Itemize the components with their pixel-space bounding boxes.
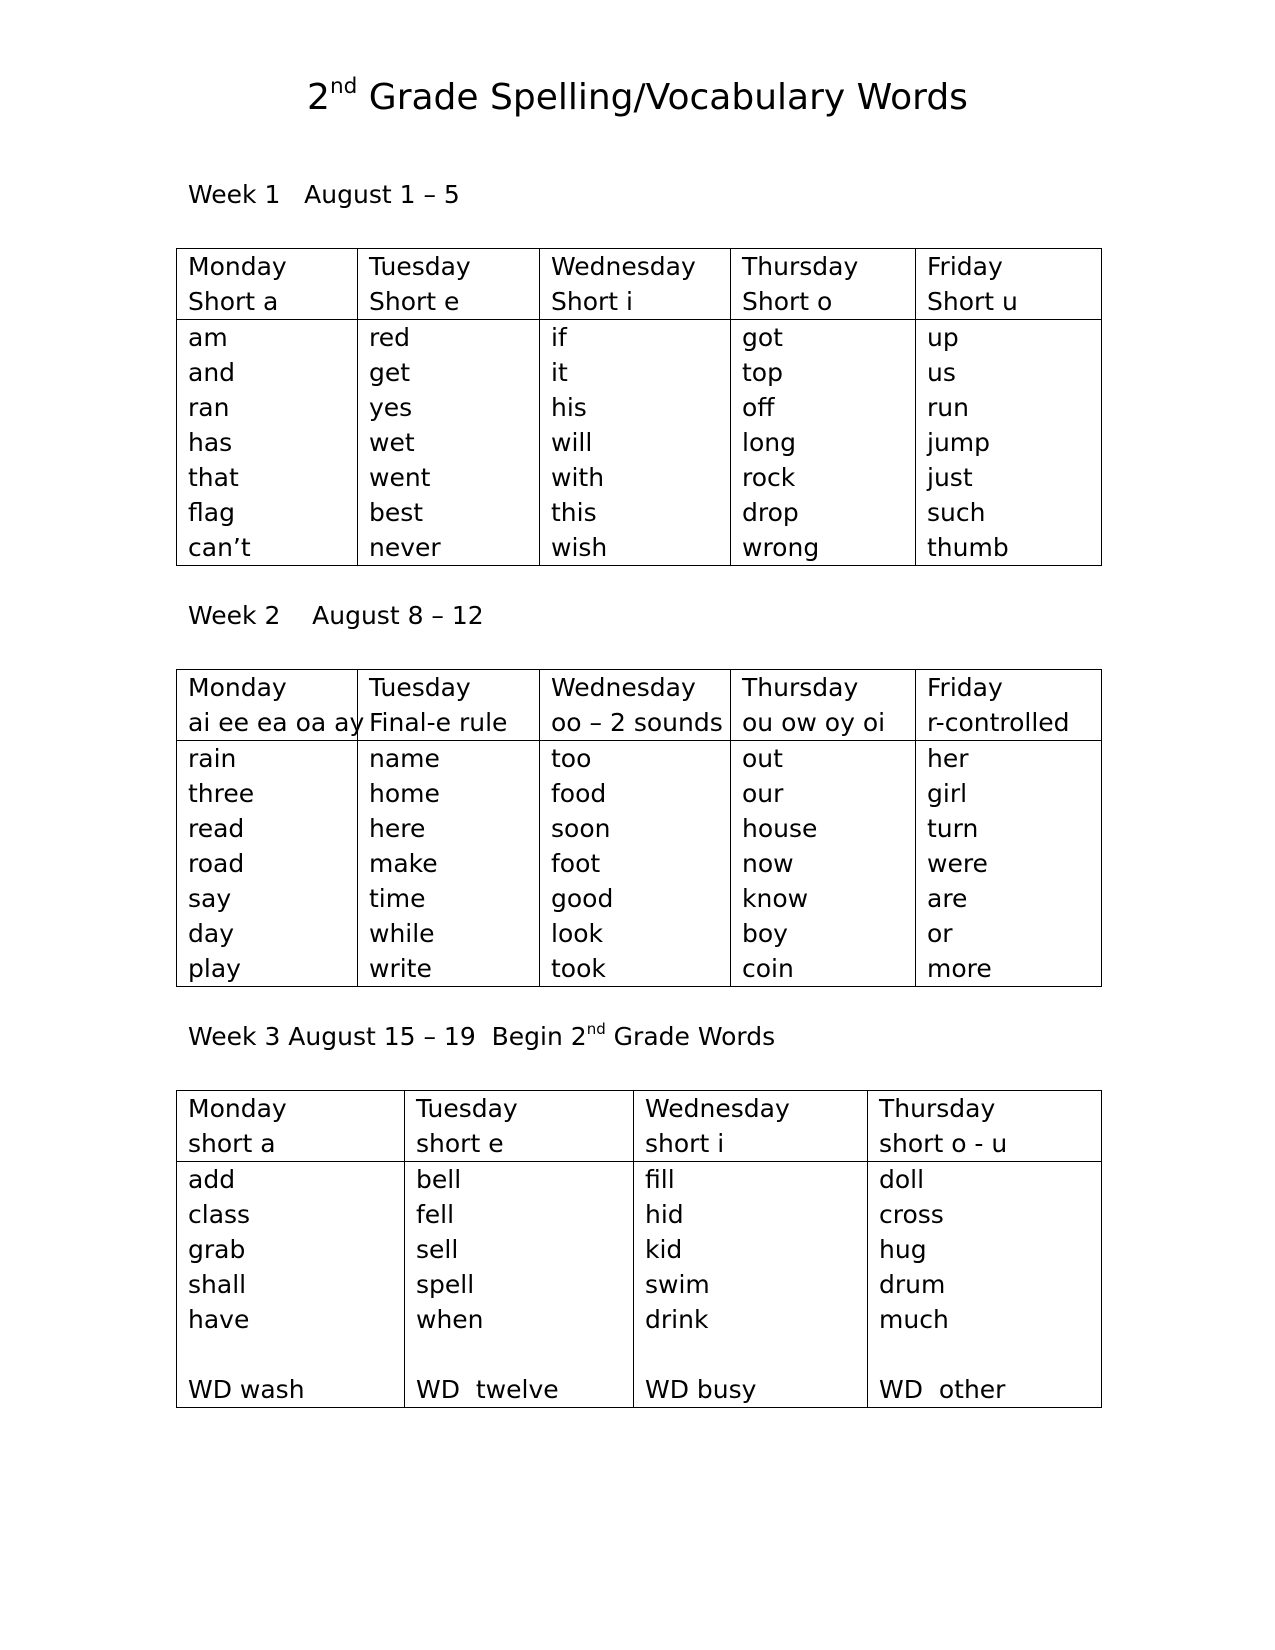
word-list-item: much	[879, 1305, 949, 1334]
word-list-item: got	[742, 323, 783, 352]
word-list-item: Short u	[927, 287, 1018, 316]
week-3-wednesday-wd: WD busy	[645, 1375, 757, 1404]
word-list-item: it	[551, 358, 568, 387]
word-list-item: too	[551, 744, 592, 773]
word-list-item: Thursday	[742, 252, 859, 281]
word-list-item: foot	[551, 849, 601, 878]
word-list-item: were	[927, 849, 988, 878]
word-list-item: ran	[188, 393, 230, 422]
word-list-item: house	[742, 814, 818, 843]
word-list-item: coin	[742, 954, 794, 983]
week-3-monday-header	[177, 1091, 405, 1162]
week-2-thursday-header	[731, 670, 916, 741]
word-list-item: wet	[369, 428, 415, 457]
week-1-friday-words	[916, 320, 1102, 566]
word-list-item: write	[369, 954, 432, 983]
week-2-wednesday-header	[540, 670, 731, 741]
week-2-friday-words	[916, 741, 1102, 987]
word-list-item: rain	[188, 744, 237, 773]
word-list-item: just	[927, 463, 973, 492]
week-3-tuesday-wd: WD twelve	[416, 1375, 559, 1404]
week-1-friday-header	[916, 249, 1102, 320]
word-list-item: grab	[188, 1235, 246, 1264]
week-1-thursday-words	[731, 320, 916, 566]
word-list-item: Short o	[742, 287, 833, 316]
word-list-item: short i	[645, 1129, 725, 1158]
word-list-item: red	[369, 323, 410, 352]
word-list-item: home	[369, 779, 440, 808]
word-list-item: Monday	[188, 673, 287, 702]
word-list-item: flag	[188, 498, 235, 527]
word-list-item: sell	[416, 1235, 459, 1264]
week-3-tuesday-header	[405, 1091, 634, 1162]
word-list-item: our	[742, 779, 784, 808]
week-3-thursday-words	[868, 1162, 1102, 1408]
word-list-item: r-controlled	[927, 708, 1070, 737]
word-list-item: took	[551, 954, 606, 983]
word-list-item: know	[742, 884, 809, 913]
word-list-item: wish	[551, 533, 608, 562]
word-list-item: her	[927, 744, 969, 773]
word-list-item: boy	[742, 919, 788, 948]
word-list-item: Wednesday	[645, 1094, 790, 1123]
word-list-item: Monday	[188, 1094, 287, 1123]
word-list-item: soon	[551, 814, 611, 843]
week-2-tuesday-words	[358, 741, 540, 987]
word-list-item: food	[551, 779, 607, 808]
page-title	[0, 73, 1275, 120]
word-list-item: that	[188, 463, 239, 492]
word-list-item: good	[551, 884, 614, 913]
word-list-item: this	[551, 498, 597, 527]
word-list-item: add	[188, 1165, 236, 1194]
word-list-item: hid	[645, 1200, 684, 1229]
week-3-thursday-wd: WD other	[879, 1375, 1006, 1404]
week-3-wednesday-words	[634, 1162, 868, 1408]
week-1-wednesday-header	[540, 249, 731, 320]
word-list-item: and	[188, 358, 236, 387]
title-rest: Grade Spelling/Vocabulary Words	[357, 77, 968, 118]
word-list-item: wrong	[742, 533, 820, 562]
word-list-item: say	[188, 884, 232, 913]
word-list-item: best	[369, 498, 424, 527]
word-list-item: short a	[188, 1129, 276, 1158]
word-list-item: his	[551, 393, 587, 422]
word-list-item: am	[188, 323, 228, 352]
word-list-item: Monday	[188, 252, 287, 281]
week-2-friday-header	[916, 670, 1102, 741]
word-list-item: short e	[416, 1129, 504, 1158]
word-list-item: if	[551, 323, 567, 352]
week-3-wednesday-header	[634, 1091, 868, 1162]
word-list-item: Wednesday	[551, 673, 696, 702]
week-3-monday-words	[177, 1162, 405, 1408]
word-list-item: run	[927, 393, 969, 422]
week-1-table	[176, 248, 1102, 566]
word-list-item: look	[551, 919, 604, 948]
word-list-item: more	[927, 954, 992, 983]
week-1-tuesday-header	[358, 249, 540, 320]
word-list-item: fill	[645, 1165, 675, 1194]
word-list-item: off	[742, 393, 775, 422]
week-3-heading: Week 3 August 15 – 19 Begin 2nd Grade Words	[188, 1019, 776, 1051]
word-list-item: us	[927, 358, 956, 387]
word-list-item: bell	[416, 1165, 462, 1194]
word-list-item: road	[188, 849, 245, 878]
week-2-table	[176, 669, 1102, 987]
word-list-item: never	[369, 533, 441, 562]
word-list-item: short o - u	[879, 1129, 1008, 1158]
word-list-item: when	[416, 1305, 484, 1334]
word-list-item: can’t	[188, 533, 251, 562]
word-list-item: out	[742, 744, 783, 773]
word-list-item: play	[188, 954, 241, 983]
week-1-heading: Week 1 August 1 – 5	[188, 180, 460, 209]
word-list-item: ai ee ea oa ay	[188, 708, 365, 737]
word-list-item: spell	[416, 1270, 475, 1299]
word-list-item: drum	[879, 1270, 946, 1299]
week-2-thursday-words	[731, 741, 916, 987]
word-list-item: swim	[645, 1270, 710, 1299]
week-3-tuesday-words	[405, 1162, 634, 1408]
word-list-item: now	[742, 849, 794, 878]
word-list-item: up	[927, 323, 959, 352]
week-2-monday-words	[177, 741, 358, 987]
title-prefix: 2	[307, 77, 330, 118]
word-list-item: Tuesday	[369, 252, 471, 281]
word-list-item: here	[369, 814, 426, 843]
word-list-item: top	[742, 358, 783, 387]
word-list-item: Tuesday	[416, 1094, 518, 1123]
word-list-item: long	[742, 428, 796, 457]
word-list-item: drop	[742, 498, 799, 527]
week-1-monday-words	[177, 320, 358, 566]
word-list-item: have	[188, 1305, 250, 1334]
word-list-item: drink	[645, 1305, 709, 1334]
word-list-item: went	[369, 463, 431, 492]
word-list-item: oo – 2 sounds	[551, 708, 723, 737]
word-list-item: with	[551, 463, 605, 492]
word-list-item: such	[927, 498, 986, 527]
word-list-item: are	[927, 884, 968, 913]
word-list-item: name	[369, 744, 440, 773]
word-list-item: Friday	[927, 673, 1003, 702]
week-3-thursday-header	[868, 1091, 1102, 1162]
word-list-item: day	[188, 919, 234, 948]
word-list-item: doll	[879, 1165, 925, 1194]
word-list-item: Friday	[927, 252, 1003, 281]
word-list-item: Thursday	[879, 1094, 996, 1123]
word-list-item: class	[188, 1200, 251, 1229]
week-1-monday-header	[177, 249, 358, 320]
week-2-monday-header	[177, 670, 365, 741]
word-list-item: Wednesday	[551, 252, 696, 281]
word-list-item: hug	[879, 1235, 927, 1264]
word-list-item: jump	[927, 428, 991, 457]
word-list-item: make	[369, 849, 438, 878]
word-list-item: Thursday	[742, 673, 859, 702]
word-list-item: Short a	[188, 287, 279, 316]
word-list-item: shall	[188, 1270, 247, 1299]
title-superscript: nd	[329, 73, 358, 99]
word-list-item: Tuesday	[369, 673, 471, 702]
week-2-tuesday-header	[358, 670, 540, 741]
week-3-table	[176, 1090, 1102, 1408]
week-3-monday-wd: WD wash	[188, 1375, 305, 1404]
word-list-item: Final-e rule	[369, 708, 508, 737]
word-list-item: will	[551, 428, 593, 457]
word-list-item: time	[369, 884, 426, 913]
week-2-heading: Week 2 August 8 – 12	[188, 601, 484, 630]
week-1-wednesday-words	[540, 320, 731, 566]
word-list-item: read	[188, 814, 245, 843]
word-list-item: or	[927, 919, 953, 948]
word-list-item: cross	[879, 1200, 944, 1229]
week-1-tuesday-words	[358, 320, 540, 566]
word-list-item: rock	[742, 463, 796, 492]
word-list-item: has	[188, 428, 233, 457]
word-list-item: kid	[645, 1235, 683, 1264]
word-list-item: three	[188, 779, 255, 808]
week-1-thursday-header	[731, 249, 916, 320]
word-list-item: fell	[416, 1200, 455, 1229]
word-list-item: Short e	[369, 287, 460, 316]
word-list-item: yes	[369, 393, 413, 422]
word-list-item: Short i	[551, 287, 633, 316]
word-list-item: while	[369, 919, 435, 948]
week-2-wednesday-words	[540, 741, 731, 987]
word-list-item: get	[369, 358, 411, 387]
word-list-item: turn	[927, 814, 979, 843]
word-list-item: ou ow oy oi	[742, 708, 886, 737]
word-list-item: girl	[927, 779, 968, 808]
word-list-item: thumb	[927, 533, 1009, 562]
